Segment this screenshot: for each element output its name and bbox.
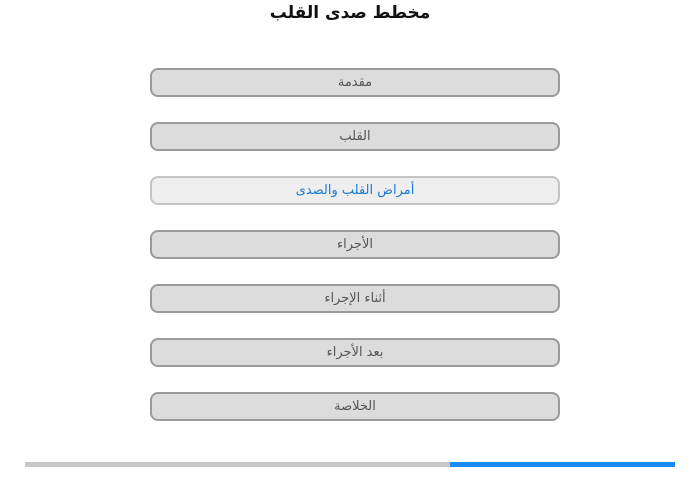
menu-item-after-procedure[interactable]: بعد الأجراء (150, 338, 560, 367)
menu-item-heart-diseases-echo[interactable]: أمراض القلب والصدى (150, 176, 560, 205)
menu-item-heart[interactable]: القلب (150, 122, 560, 151)
menu-item-summary[interactable]: الخلاصة (150, 392, 560, 421)
page-title: مخطط صدى القلب (269, 3, 431, 23)
menu-item-procedure[interactable]: الأجراء (150, 230, 560, 259)
progress-bar (25, 462, 675, 467)
menu-item-during-procedure[interactable]: أثناء الإجراء (150, 284, 560, 313)
menu-item-introduction[interactable]: مقدمة (150, 68, 560, 97)
chapter-menu (150, 68, 560, 446)
progress-bar-fill (450, 462, 675, 467)
